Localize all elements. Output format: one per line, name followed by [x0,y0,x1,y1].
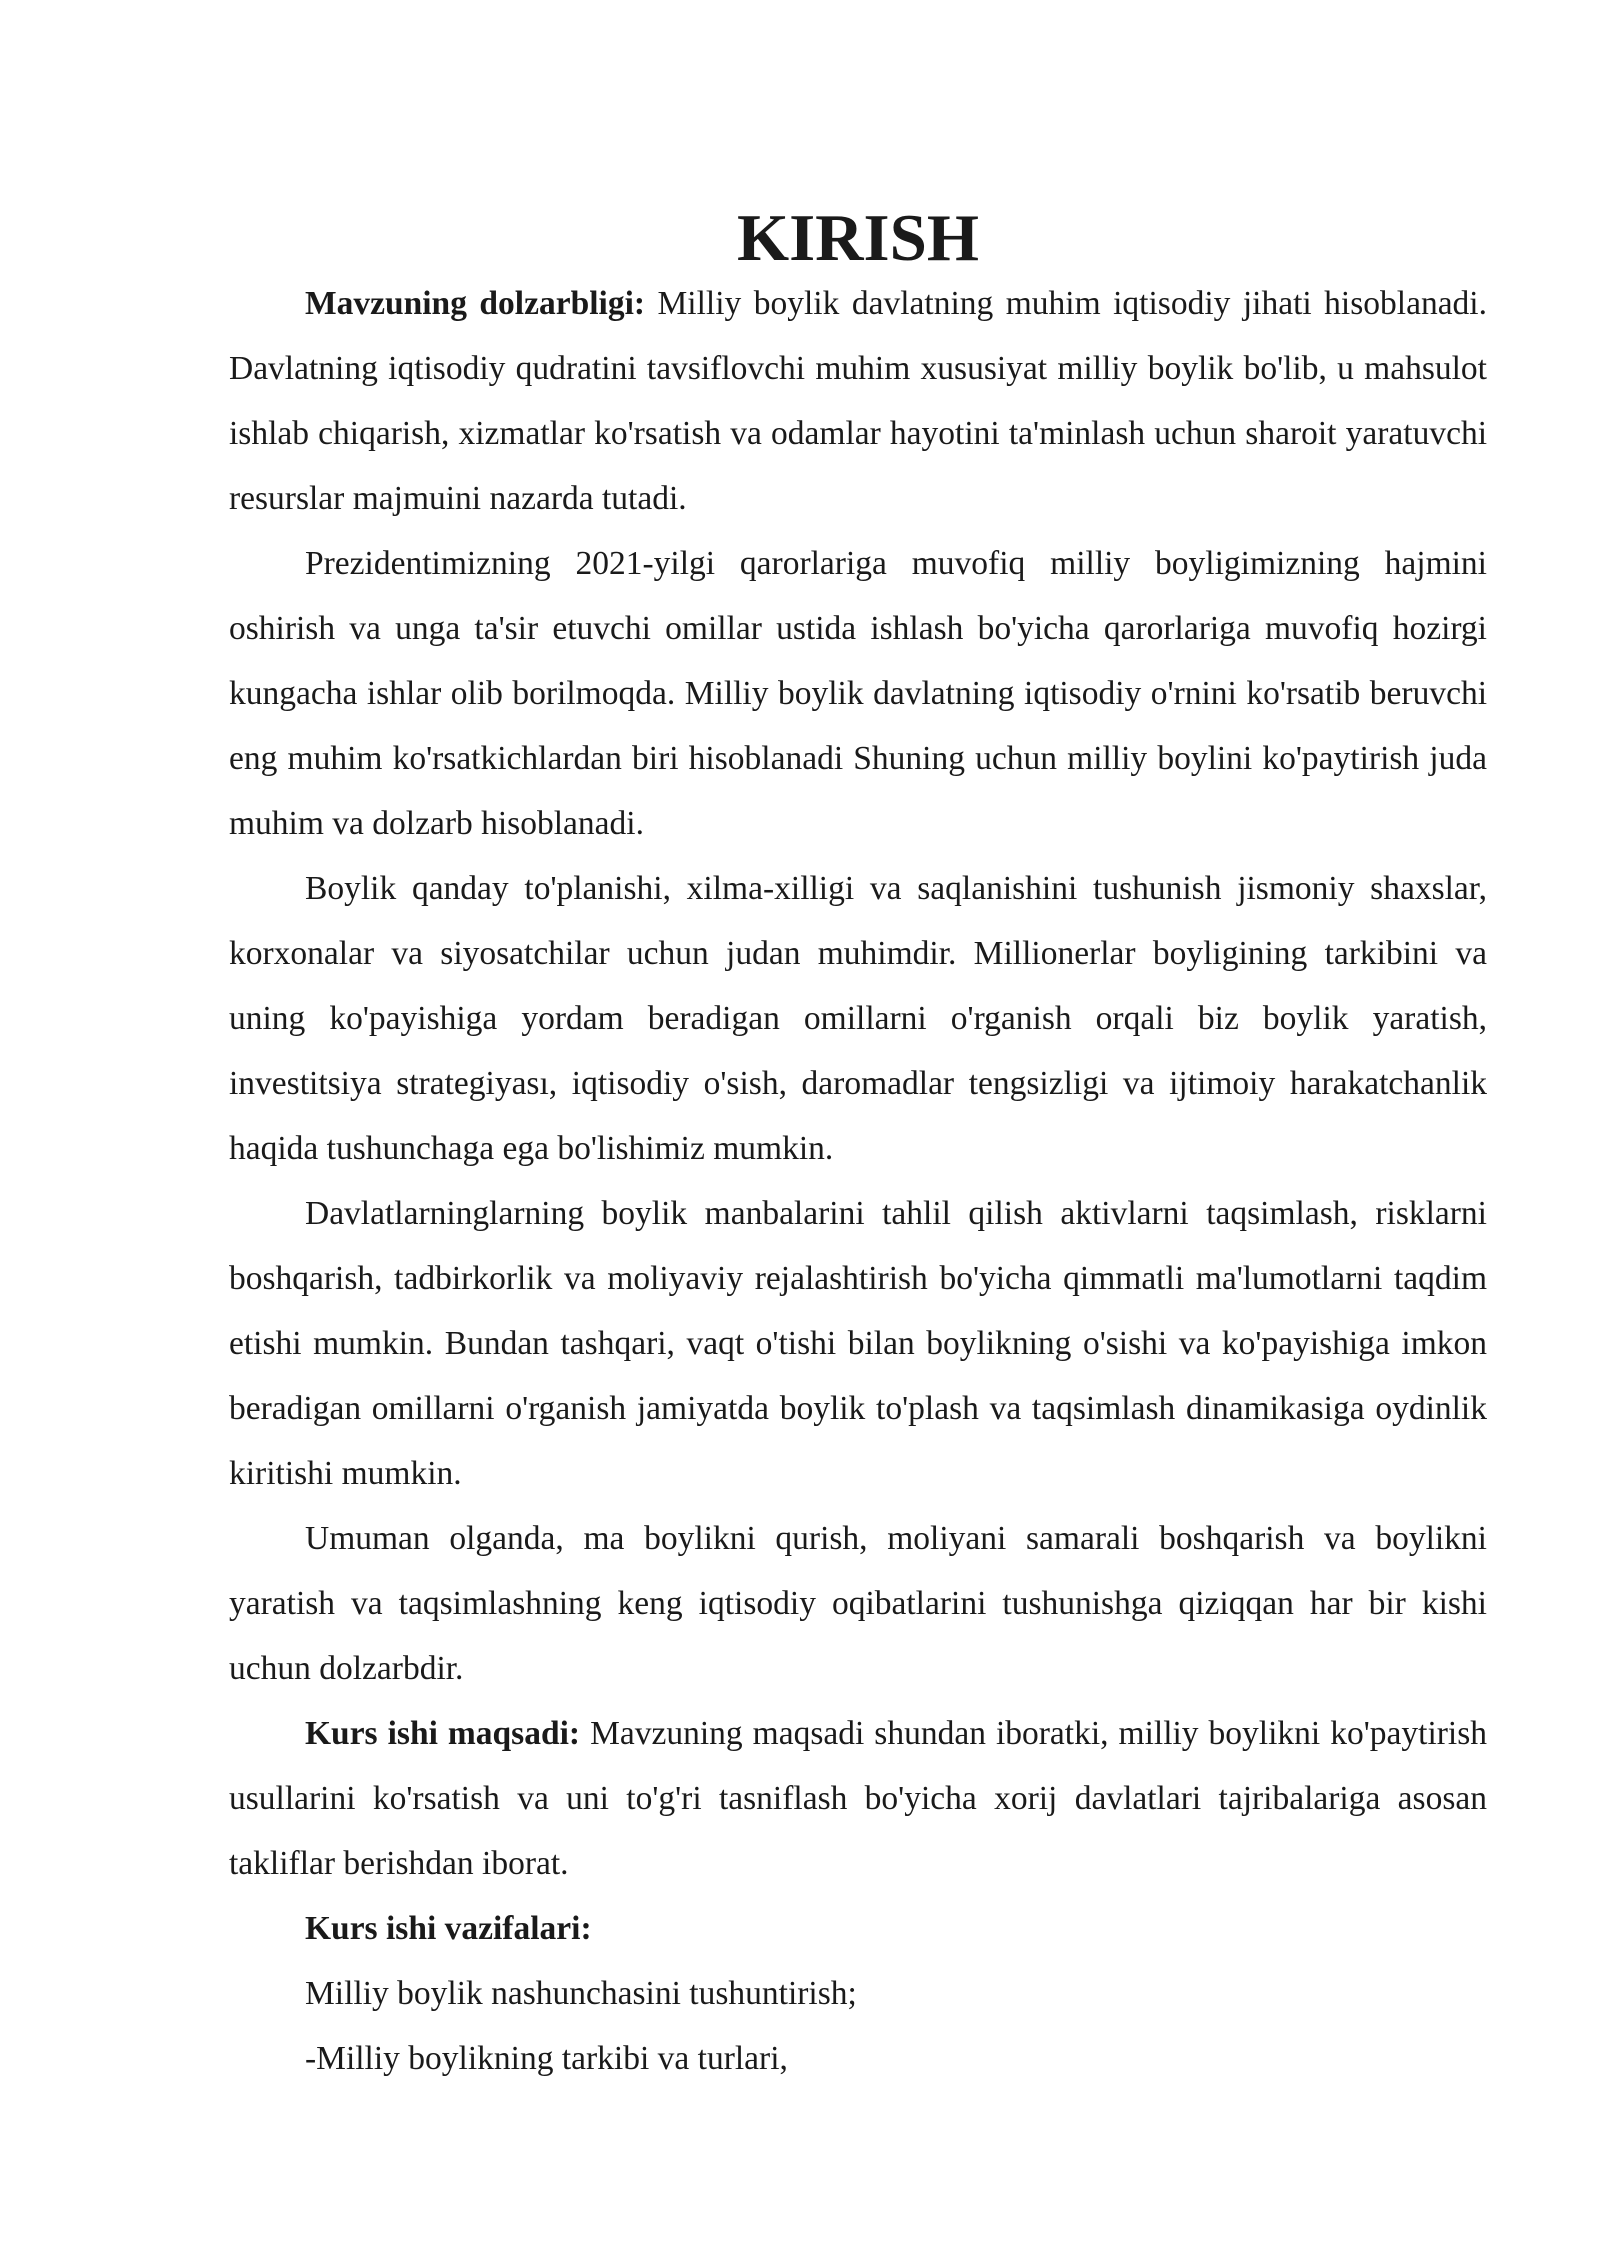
paragraph-text: Milliy boylik davlatning muhim iqtisodiy jihati hisoblanadi. Davlatning iqtisodiy qudratini tavsiflovchi muhim xususiyat milliy boylik bo'lib, u mahsulot ishlab chiqarish, xizmatlar ko'rsatish va odamlar hayotini ta'minlash uchun sharoit yaratuvchi resurslar majmuini nazarda tutadi. [229,285,1487,517]
paragraph-lead: Kurs ishi maqsadi: [305,1715,581,1752]
paragraph-text: Prezidentimizning 2021-yilgi qarorlariga muvofiq milliy boyligimizning hajmini oshirish va unga ta'sir etuvchi omillar ustida ishlash bo'yicha qarorlariga muvofiq hozirgi kungacha ishlar olib borilmoqda. Milliy boylik davlatning iqtisodiy o'rnini ko'rsatib beruvchi eng muhim ko'rsatkichlardan biri hisoblanadi Shuning uchun milliy boylini ko'paytirish juda muhim va dolzarb hisoblanadi. [229,545,1487,842]
paragraph-lead: Mavzuning dolzarbligi: [305,285,646,322]
task-item: -Milliy boylikning tarkibi va turlari, [305,2040,788,2077]
paragraph-text: Mavzuning maqsadi shundan iboratki, milliy boylikni ko'paytirish usullarini ko'rsatish va uni to'g'ri tasniflash bo'yicha xorij davlatlari tajribalariga asosan takliflar berishdan iborat. [229,1715,1488,1882]
paragraph-text: Davlatlarninglarning boylik manbalarini tahlil qilish aktivlarni taqsimlash, risklarni boshqarish, tadbirkorlik va moliyaviy rejalashtirish bo'yicha qimmatli ma'lumotlarni taqdim etishi mumkin. Bundan tashqari, vaqt o'tishi bilan boylikning o'sishi va ko'payishiga imkon beradigan omillarni o'rganish jamiyatda boylik to'plash va taqsimlash dinamikasiga oydinlik kiritishi mumkin. [229,1195,1487,1492]
paragraph-goal [229,1701,1487,1896]
paragraph-relevance [229,271,1487,531]
document-page [229,201,1488,2091]
paragraph-summary [229,1506,1487,1701]
paragraph-wealth-accumulation [229,856,1487,1181]
page-title: KIRISH [736,201,980,275]
paragraph-text: Umuman olganda, ma boylikni qurish, moliyani samarali boshqarish va boylikni yaratish va taqsimlashning keng iqtisodiy oqibatlarini tushunishga qiziqqan har bir kishi uchun dolzarbdir. [229,1520,1487,1687]
task-item: Milliy boylik nashunchasini tushuntirish; [305,1975,857,2012]
tasks-heading: Kurs ishi vazifalari: [305,1910,592,1947]
paragraph-text: Boylik qanday to'planishi, xilma-xilligi va saqlanishini tushunish jismoniy shaxslar, korxonalar va siyosatchilar uchun judan muhimdir. Millionerlar boyligining tarkibini va uning ko'payishiga yordam beradigan omillarni o'rganish orqali biz boylik yaratish, investitsiya strategiyası, iqtisodiy o'sish, daromadlar tengsizligi va ijtimoiy harakatchanlik haqida tushunchaga ega bo'lishimiz mumkin. [229,870,1487,1167]
paragraph-wealth-sources [229,1181,1487,1506]
paragraph-decree [229,531,1487,856]
